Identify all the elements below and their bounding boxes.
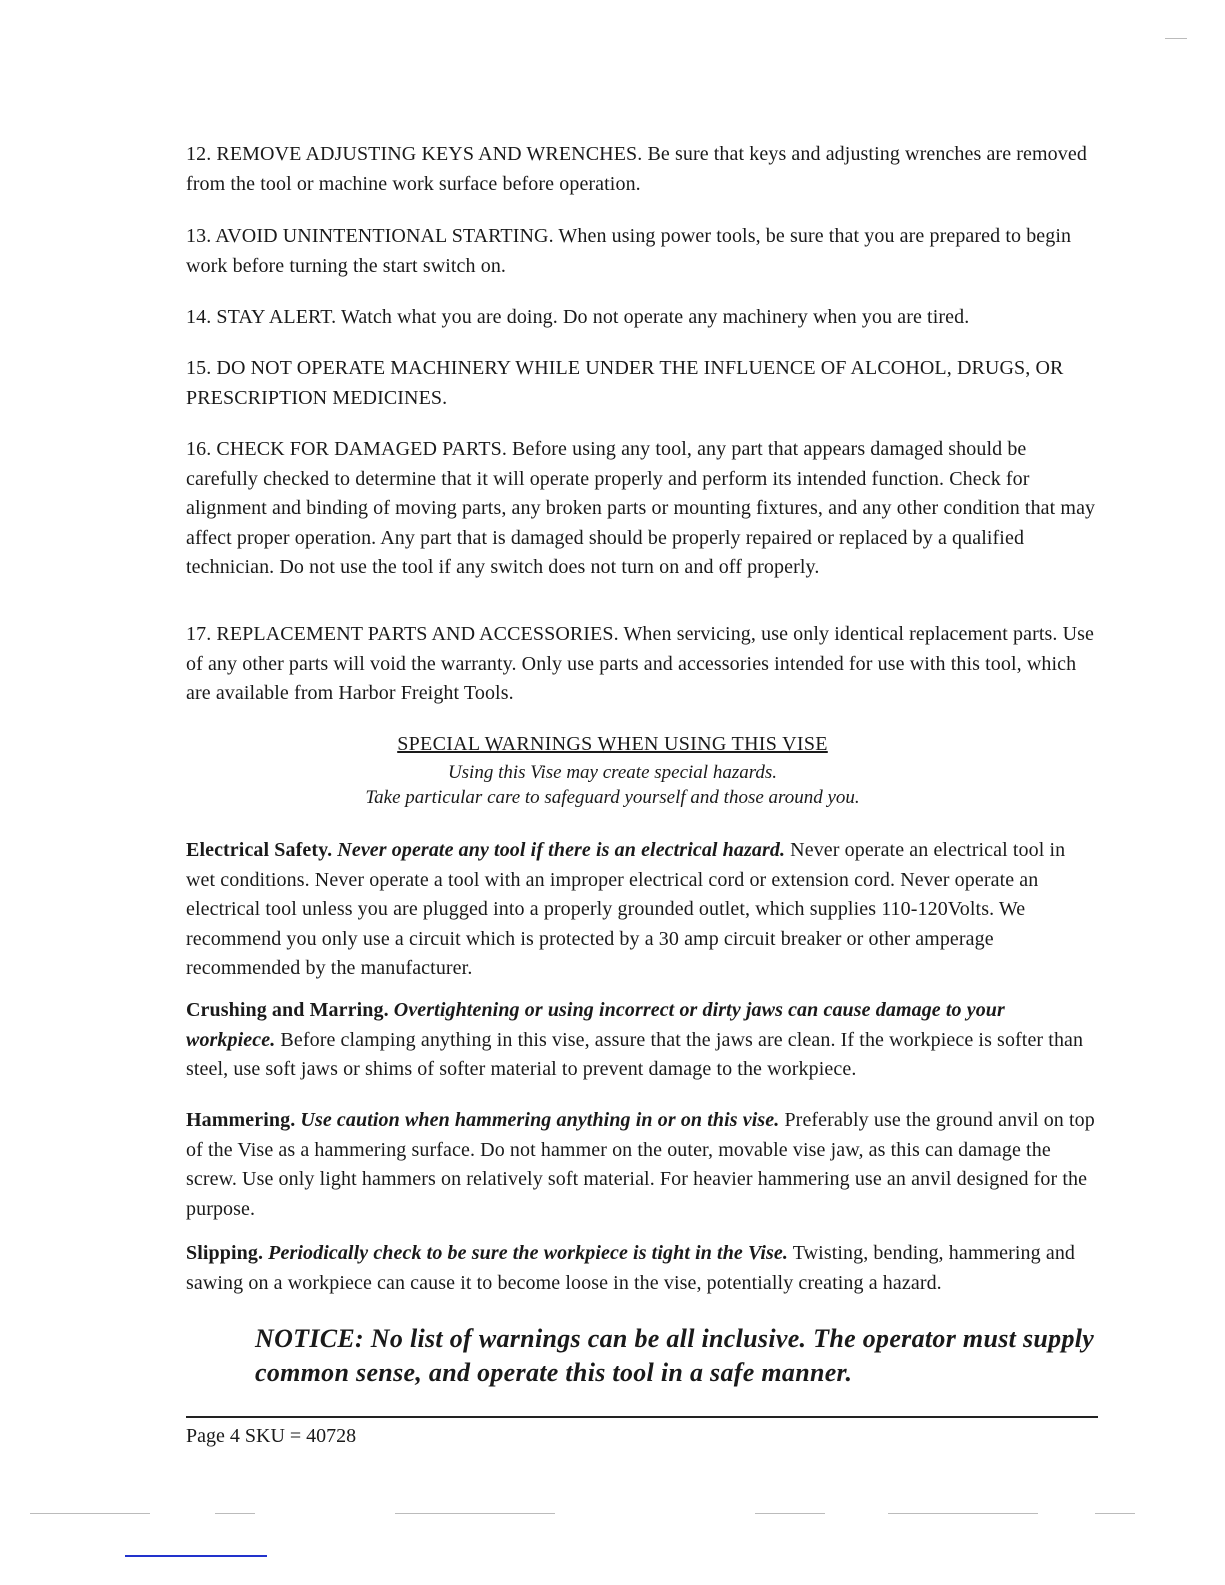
item-title: 17. REPLACEMENT PARTS AND ACCESSORIES.	[186, 623, 619, 645]
warning-emphasis: Overtightening or using incorrect or dirty jaws can cause damage to your workpiece.	[186, 999, 1005, 1051]
warning-emphasis: Use caution when hammering anything in or on this vise.	[295, 1109, 780, 1131]
safety-item-17	[186, 620, 1098, 709]
warning-body: Before clamping anything in this vise, assure that the jaws are clean. If the workpiece is softer than steel, use soft jaws or shims of softer material to prevent damage to the workpiece.	[186, 1028, 1084, 1080]
item-title: 16. CHECK FOR DAMAGED PARTS.	[186, 438, 507, 460]
item-body: When servicing, use only identical replacement parts. Use of any other parts will void the warranty. Only use parts and accessories intended for use with this tool, which are available from Harbor Freight Tools.	[186, 623, 1094, 704]
scan-artifact	[395, 1513, 555, 1514]
page-footer: Page 4 SKU = 40728	[186, 1425, 357, 1447]
warning-label: Crushing and Marring.	[186, 999, 389, 1021]
special-warnings-subtitle-2: Take particular care to safeguard yourself and those around you.	[365, 787, 860, 808]
special-warnings-subtitle-1: Using this Vise may create special hazards.	[447, 762, 778, 783]
warning-emphasis: Never operate any tool if there is an electrical hazard.	[332, 839, 786, 861]
scan-artifact	[215, 1513, 255, 1514]
warning-slipping	[186, 1239, 1098, 1298]
scan-artifact	[30, 1513, 150, 1514]
item-title: 13. AVOID UNINTENTIONAL STARTING.	[186, 225, 554, 247]
item-title: 14. STAY ALERT.	[186, 306, 337, 328]
safety-item-16	[186, 435, 1098, 583]
warning-emphasis: Periodically check to be sure the workpiece is tight in the Vise.	[263, 1242, 788, 1264]
item-title: 12. REMOVE ADJUSTING KEYS AND WRENCHES.	[186, 143, 643, 165]
item-body: Watch what you are doing. Do not operate any machinery when you are tired.	[336, 306, 970, 328]
warning-body: Never operate an electrical tool in wet conditions. Never operate a tool with an improper electrical cord or extension cord. Never operate an electrical tool unless you are plugged into a properly grounded outlet, which supplies 110-120Volts. We recommend you only use a circuit which is protected by a 30 amp circuit breaker or other amperage recommended by the manufacturer.	[186, 839, 1066, 979]
item-body: Be sure that keys and adjusting wrenches are removed from the tool or machine work surface before operation.	[186, 143, 1087, 195]
warning-body: Preferably use the ground anvil on top of the Vise as a hammering surface. Do not hammer on the outer, movable vise jaw, as this can damage the screw. Use only light hammers on relatively soft material. For heavier hammering use an anvil designed for the purpose.	[186, 1109, 1095, 1220]
item-title: 15. DO NOT OPERATE MACHINERY WHILE UNDER THE INFLUENCE OF ALCOHOL, DRUGS, OR PRESCRIPTION MEDICINES.	[186, 357, 1064, 409]
safety-item-15	[186, 354, 1098, 413]
warning-hammering	[186, 1106, 1098, 1224]
warning-label: Electrical Safety.	[186, 839, 333, 861]
warning-label: Slipping.	[186, 1242, 264, 1264]
warning-electrical-safety	[186, 836, 1098, 984]
safety-item-13	[186, 222, 1098, 281]
scan-artifact	[1165, 38, 1187, 39]
scan-artifact	[888, 1513, 1038, 1514]
warning-body: Twisting, bending, hammering and sawing on a workpiece can cause it to become loose in the vise, potentially creating a hazard.	[186, 1242, 1076, 1294]
scan-artifact	[755, 1513, 825, 1514]
warning-crushing-marring	[186, 996, 1098, 1085]
bottom-edge-line	[125, 1555, 267, 1557]
warning-label: Hammering.	[186, 1109, 296, 1131]
safety-item-12	[186, 140, 1098, 199]
footer-divider	[186, 1416, 1098, 1418]
safety-item-14	[186, 303, 1098, 333]
scan-artifact	[1095, 1513, 1135, 1514]
special-warnings-heading: SPECIAL WARNINGS WHEN USING THIS VISE	[397, 733, 828, 755]
notice-statement: NOTICE: No list of warnings can be all inclusive. The operator must supply common sense, and operate this tool in a safe manner.	[255, 1324, 1095, 1387]
item-body: When using power tools, be sure that you are prepared to begin work before turning the start switch on.	[186, 225, 1072, 277]
item-body: Before using any tool, any part that appears damaged should be carefully checked to determine that it will operate properly and perform its intended function. Check for alignment and binding of moving parts, any broken parts or mounting fixtures, and any other condition that may affect proper operation. Any part that is damaged should be properly repaired or replaced by a qualified technician. Do not use the tool if any switch does not turn on and off properly.	[186, 438, 1096, 578]
